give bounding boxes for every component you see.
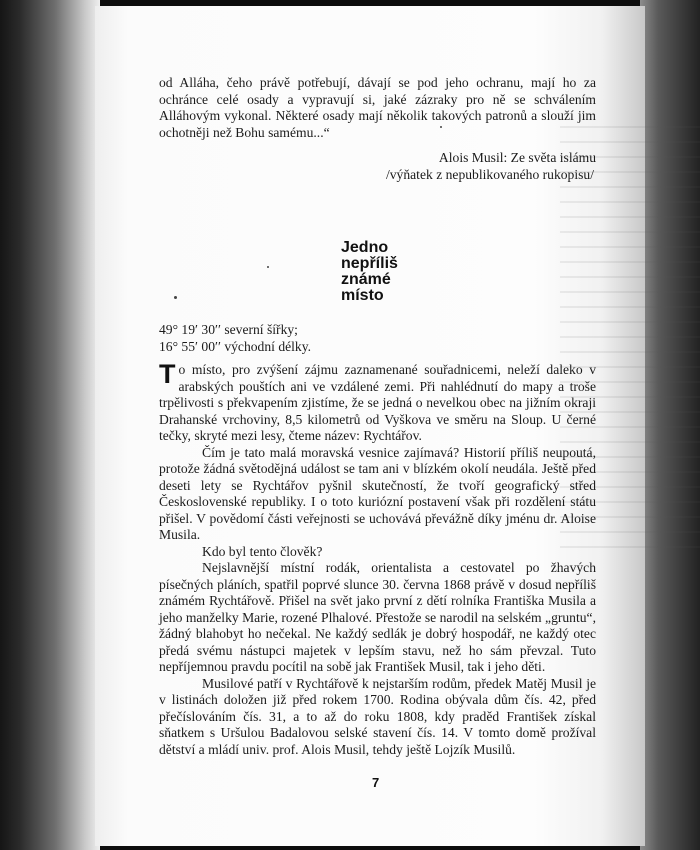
attribution-author: Alois Musil: Ze světa islámu	[438, 150, 596, 165]
quote-block	[159, 75, 596, 141]
quote-attribution	[159, 150, 596, 183]
heading-line: Jedno	[341, 239, 389, 256]
latitude: 49° 19′ 30′′ severní šířky;	[159, 322, 298, 337]
paragraph-2: Čím je tato malá moravská vesnice zajímavá? Historií příliš neupoutá, protože žádná světodějná událost se tam ani v blízkém okolí neudála. Ještě před deseti lety se Rychtářov pyšnil skutečností, že tvoří geografický střed Československé republiky. I o toto kuriózní postavení však při rozdělení státu přišel. V povědomí části veřejnosti se uchovává převážně díky jménu dr. Aloise Musila.	[159, 444, 596, 542]
coordinates	[159, 322, 459, 355]
article-body	[159, 359, 596, 758]
paragraph-3: Kdo byl tento člověk?	[202, 543, 323, 559]
paragraph-1-text: o místo, pro zvýšení zájmu zaznamenané souřadnicemi, neleží daleko v arabských pouštích ani ve vzdálené zemi. Při nahlédnutí do mapy a troše trpělivosti s překvapením zjistíme, že se jedná o nevelkou obec na jižním okraji Drahanské vrchoviny, 8,5 kilometrů od Vyškova ve směru na Sloup. U černé tečky, skryté mezi lesy, čteme název: Rychtářov.	[159, 362, 596, 443]
print-speck	[440, 126, 442, 128]
heading-line: nepříliš	[341, 255, 398, 272]
page-number: 7	[372, 775, 380, 790]
quote-text: od Alláha, čeho právě potřebují, dávají se pod jeho ochranu, mají ho za ochránce celé osady a vypravují si, jaké zázraky pro ně se schválením Alláhovým vykonal. Některé osady mají několik takových patronů a slouží jim ochotněji než Bohu samému...“	[159, 75, 596, 140]
heading-line: místo	[341, 287, 384, 304]
paragraph-1	[159, 359, 596, 445]
print-speck	[267, 266, 269, 268]
page-gutter-shadow	[0, 0, 100, 850]
print-speck	[174, 296, 177, 299]
longitude: 16° 55′ 00′′ východní délky.	[159, 338, 312, 354]
section-heading	[341, 240, 461, 304]
drop-cap: T	[159, 359, 176, 389]
attribution-source: /výňatek z nepublikovaného rukopisu/	[385, 166, 594, 182]
paragraph-5: Musilové patří v Rychtářově k nejstarším rodům, předek Matěj Musil je v listinách doložen již před rokem 1700. Rodina obývala dům čís. 42, před přečíslováním čís. 31, a to až do roku 1808, kdy praděd František získal sňatkem s Uršulou Badalovou selské stavení čís. 14. V tomto domě prožíval dětství a mládí univ. prof. Alois Musil, tehdy ještě Lojzík Musilů.	[159, 675, 596, 757]
heading-line: známé	[341, 271, 391, 288]
paragraph-4: Nejslavnější místní rodák, orientalista a cestovatel po žhavých písečných pláních, spatřil poprvé slunce 30. června 1868 právě v dosud nepříliš známém Rychtářově. Přišel na svět jako první z dětí rolníka Františka Musila a jeho manželky Marie, rozené Plhalové. Přestože se narodil na selském „gruntu“, žádný blahobyt ho nečekal. Ne každý sedlák je dobrý hospodář, ne každý otec předá svému nástupci majetek v lepším stavu, než ho sám převzal. Tuto nepříjemnou pravdu pocítil na sobě jak František Musil, tak i jeho děti.	[159, 560, 596, 674]
